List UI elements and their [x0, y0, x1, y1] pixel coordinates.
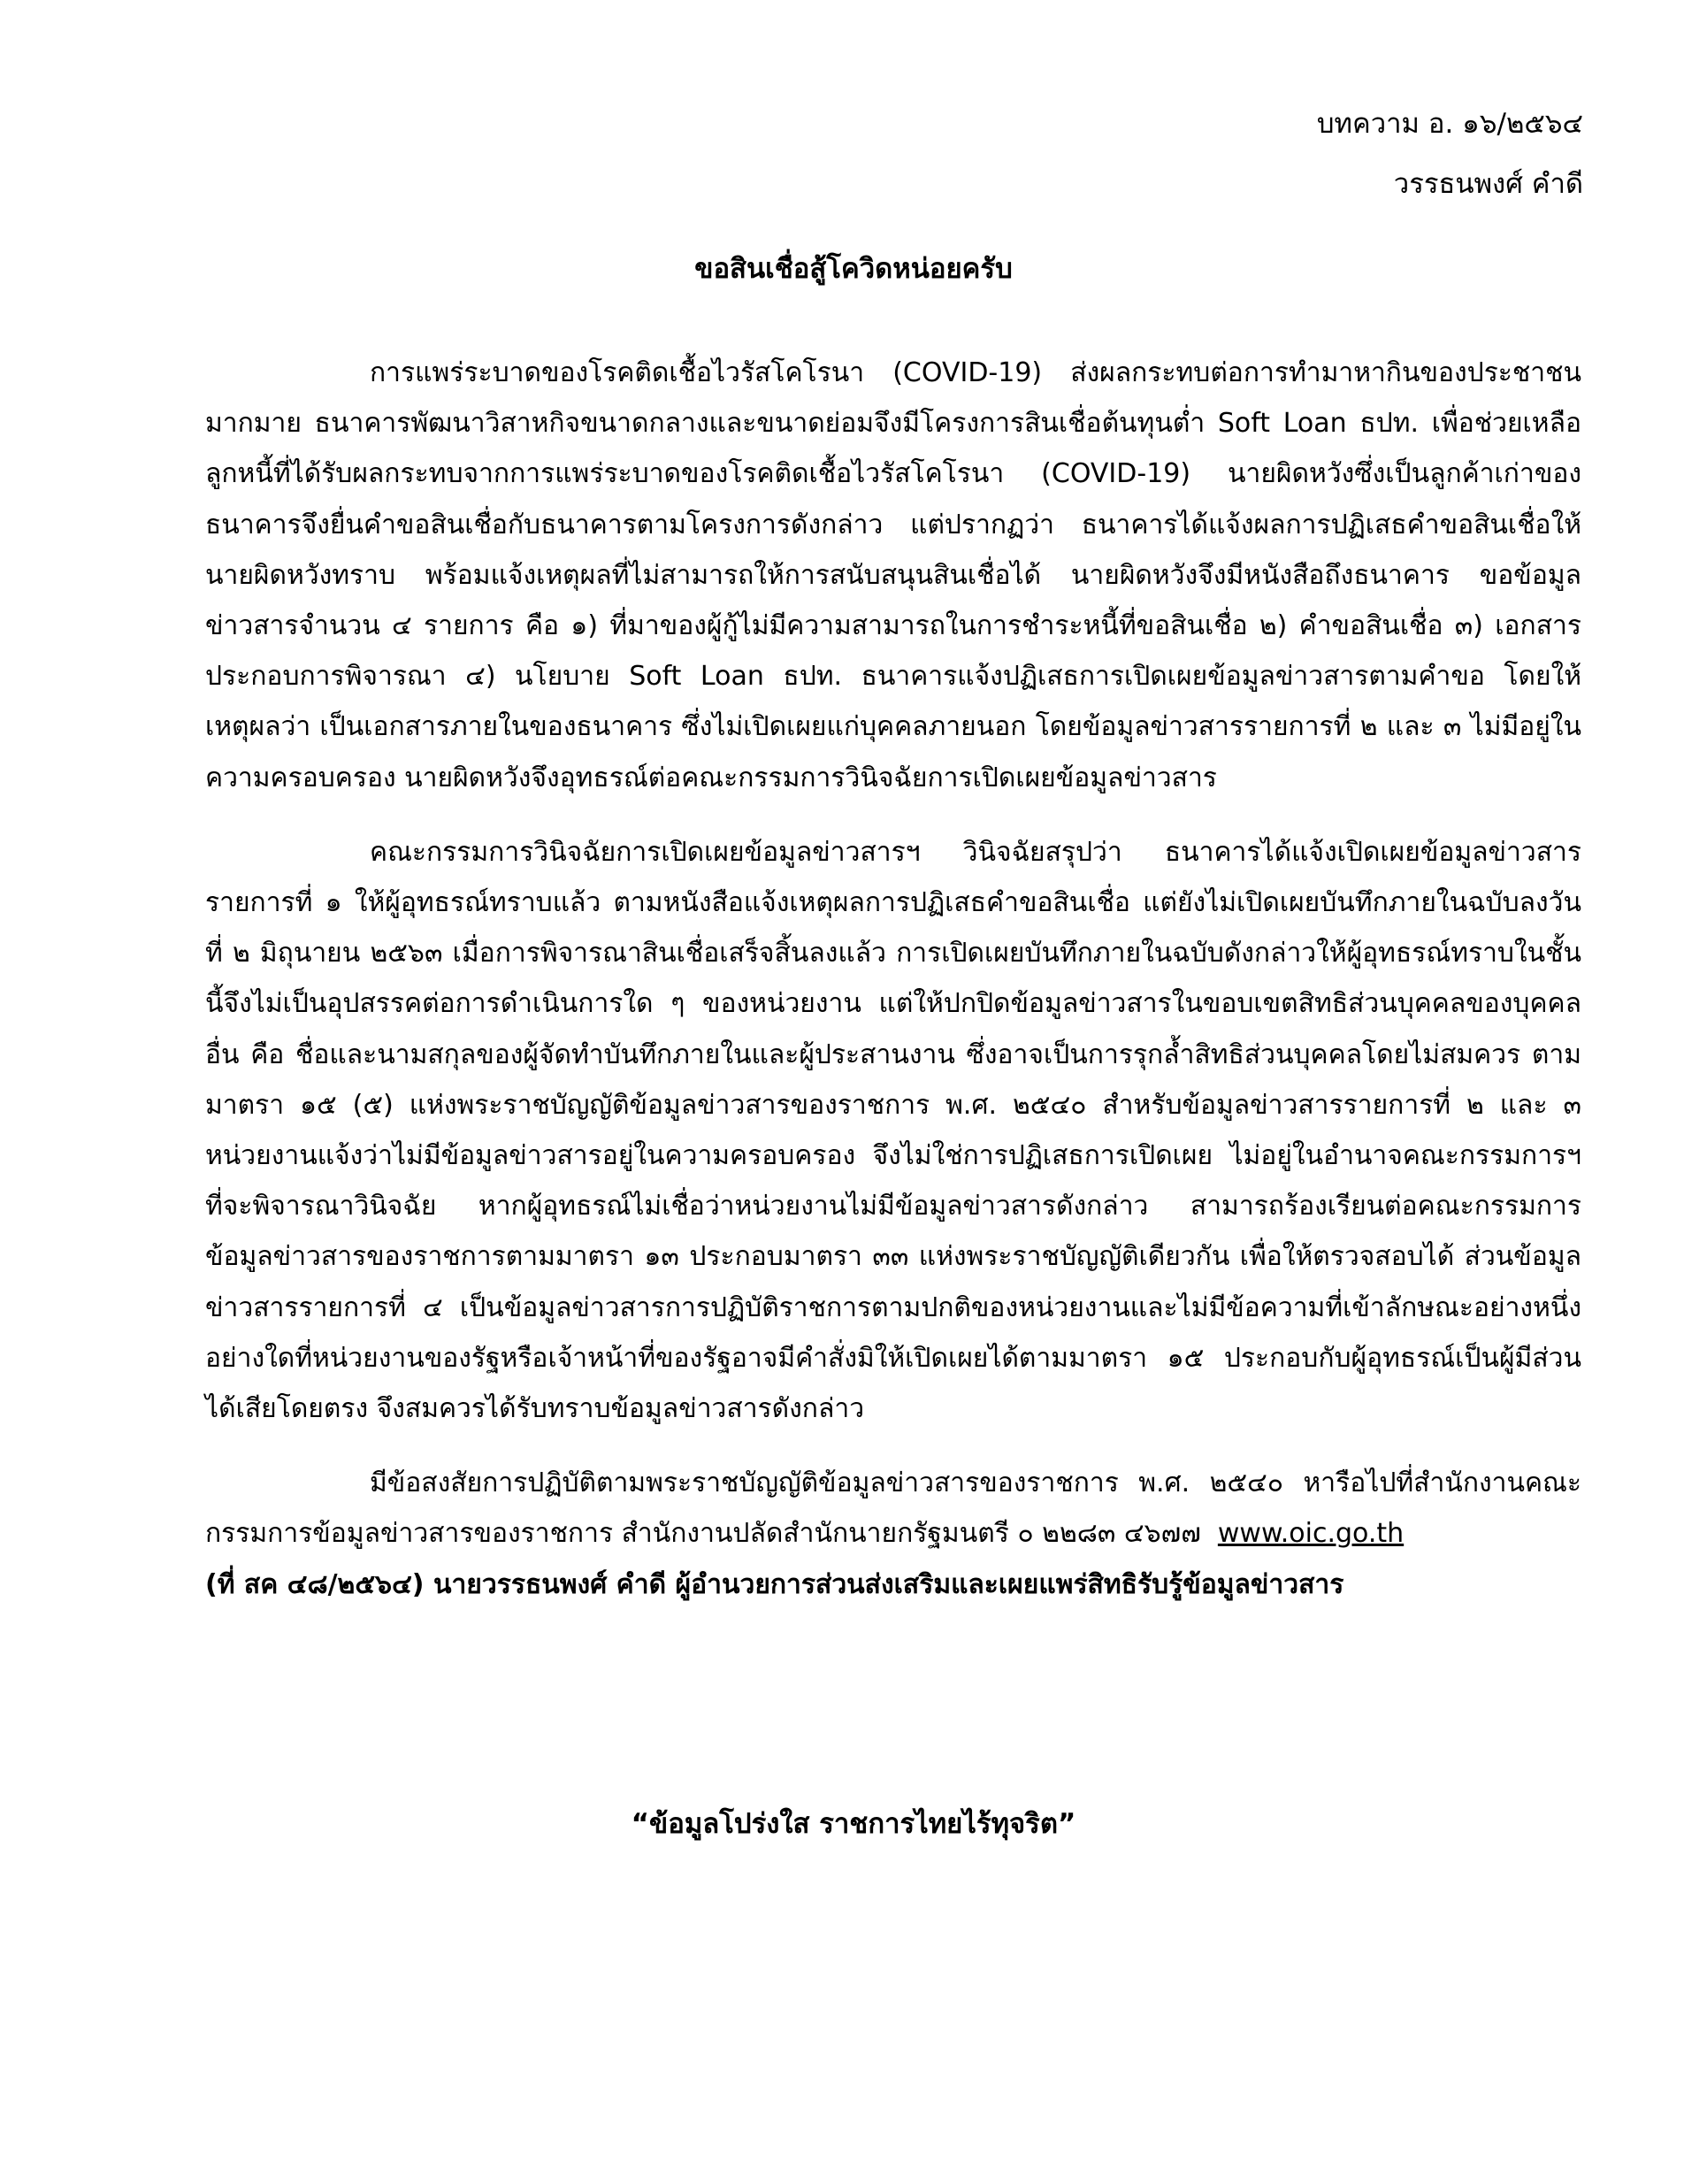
- paragraph-background: การแพร่ระบาดของโรคติดเชื้อไวรัสโคโรนา (COVID-19) ส่งผลกระทบต่อการทำมาหากินของประชาชนมากมาย ธนาคารพัฒนาวิสาหกิจขนาดกลางและขนาดย่อมจึงมีโครงการสินเชื่อต้นทุนต่ำ Soft Loan ธปท. เพื่อช่วยเหลือลูกหนี้ที่ได้รับผลกระทบจากการแพร่ระบาดของโรคติดเชื้อไวรัสโคโรนา (COVID-19) นายผิดหวังซึ่งเป็นลูกค้าเก่าของธนาคารจึงยื่นคำขอสินเชื่อกับธนาคารตามโครงการดังกล่าว แต่ปรากฏว่า ธนาคารได้แจ้งผลการปฏิเสธคำขอสินเชื่อให้นายผิดหวังทราบ พร้อมแจ้งเหตุผลที่ไม่สามารถให้การสนับสนุนสินเชื่อได้ นายผิดหวังจึงมีหนังสือถึงธนาคาร ขอข้อมูลข่าวสารจำนวน ๔ รายการ คือ ๑) ที่มาของผู้กู้ไม่มีความสามารถในการชำระหนี้ที่ขอสินเชื่อ ๒) คำขอสินเชื่อ ๓) เอกสารประกอบการพิจารณา ๔) นโยบาย Soft Loan ธปท. ธนาคารแจ้งปฏิเสธการเปิดเผยข้อมูลข่าวสารตามคำขอ โดยให้เหตุผลว่า เป็นเอกสารภายในของธนาคาร ซึ่งไม่เปิดเผยแก่บุคคลภายนอก โดยข้อมูลข่าวสารรายการที่ ๒ และ ๓ ไม่มีอยู่ในความครอบครอง นายผิดหวังจึงอุทธรณ์ต่อคณะกรรมการวินิจฉัยการเปิดเผยข้อมูลข่าวสาร: [205, 357, 1581, 793]
- article-body: [205, 348, 1581, 1610]
- slogan: “ข้อมูลโปร่งใส ราชการไทยไร้ทุจริต”: [631, 1808, 1076, 1840]
- reference-line: (ที่ สค ๔๘/๒๕๖๔) นายวรรธนพงศ์ คำดี ผู้อำนวยการส่วนส่งเสริมและเผยแพร่สิทธิรับรู้ข้อมูลข่าวสาร: [205, 1568, 1344, 1600]
- article-title: ขอสินเชื่อสู้โควิดหน่อยครับ: [694, 253, 1013, 285]
- article-header: [964, 94, 1583, 214]
- contact-text: มีข้อสงสัยการปฏิบัติตามพระราชบัญญัติข้อมูลข่าวสารของราชการ พ.ศ. ๒๕๔๐ หารือไปที่สำนักงานคณะกรรมการข้อมูลข่าวสารของราชการ สำนักงานปลัดสำนักนายกรัฐมนตรี ๐ ๒๒๘๓ ๔๖๗๗: [205, 1467, 1581, 1550]
- author-name: วรรธนพงศ์ คำดี: [1393, 168, 1583, 200]
- contact-paragraph: [205, 1458, 1581, 1559]
- website-link[interactable]: www.oic.go.th: [1217, 1518, 1405, 1550]
- article-reference-number: บทความ อ. ๑๖/๒๕๖๔: [1316, 108, 1583, 140]
- paragraph-decision: คณะกรรมการวินิจฉัยการเปิดเผยข้อมูลข่าวสารฯ วินิจฉัยสรุปว่า ธนาคารได้แจ้งเปิดเผยข้อมูลข่าวสารรายการที่ ๑ ให้ผู้อุทธรณ์ทราบแล้ว ตามหนังสือแจ้งเหตุผลการปฏิเสธคำขอสินเชื่อ แต่ยังไม่เปิดเผยบันทึกภายในฉบับลงวันที่ ๒ มิถุนายน ๒๕๖๓ เมื่อการพิจารณาสินเชื่อเสร็จสิ้นลงแล้ว การเปิดเผยบันทึกภายในฉบับดังกล่าวให้ผู้อุทธรณ์ทราบในชั้นนี้จึงไม่เป็นอุปสรรคต่อการดำเนินการใด ๆ ของหน่วยงาน แต่ให้ปกปิดข้อมูลข่าวสารในขอบเขตสิทธิส่วนบุคคลของบุคคลอื่น คือ ชื่อและนามสกุลของผู้จัดทำบันทึกภายในและผู้ประสานงาน ซึ่งอาจเป็นการรุกล้ำสิทธิส่วนบุคคลโดยไม่สมควร ตามมาตรา ๑๕ (๕) แห่งพระราชบัญญัติข้อมูลข่าวสารของราชการ พ.ศ. ๒๕๔๐ สำหรับข้อมูลข่าวสารรายการที่ ๒ และ ๓ หน่วยงานแจ้งว่าไม่มีข้อมูลข่าวสารอยู่ในความครอบครอง จึงไม่ใช่การปฏิเสธการเปิดเผย ไม่อยู่ในอำนาจคณะกรรมการฯ ที่จะพิจารณาวินิจฉัย หากผู้อุทธรณ์ไม่เชื่อว่าหน่วยงานไม่มีข้อมูลข่าวสารดังกล่าว สามารถร้องเรียนต่อคณะกรรมการข้อมูลข่าวสารของราชการตามมาตรา ๑๓ ประกอบมาตรา ๓๓ แห่งพระราชบัญญัติเดียวกัน เพื่อให้ตรวจสอบได้ ส่วนข้อมูลข่าวสารรายการที่ ๔ เป็นข้อมูลข่าวสารการปฏิบัติราชการตามปกติของหน่วยงานและไม่มีข้อความที่เข้าลักษณะอย่างหนึ่งอย่างใดที่หน่วยงานของรัฐหรือเจ้าหน้าที่ของรัฐอาจมีคำสั่งมิให้เปิดเผยได้ตามมาตรา ๑๕ ประกอบกับผู้อุทธรณ์เป็นผู้มีส่วนได้เสียโดยตรง จึงสมควรได้รับทราบข้อมูลข่าวสารดังกล่าว: [205, 836, 1581, 1425]
